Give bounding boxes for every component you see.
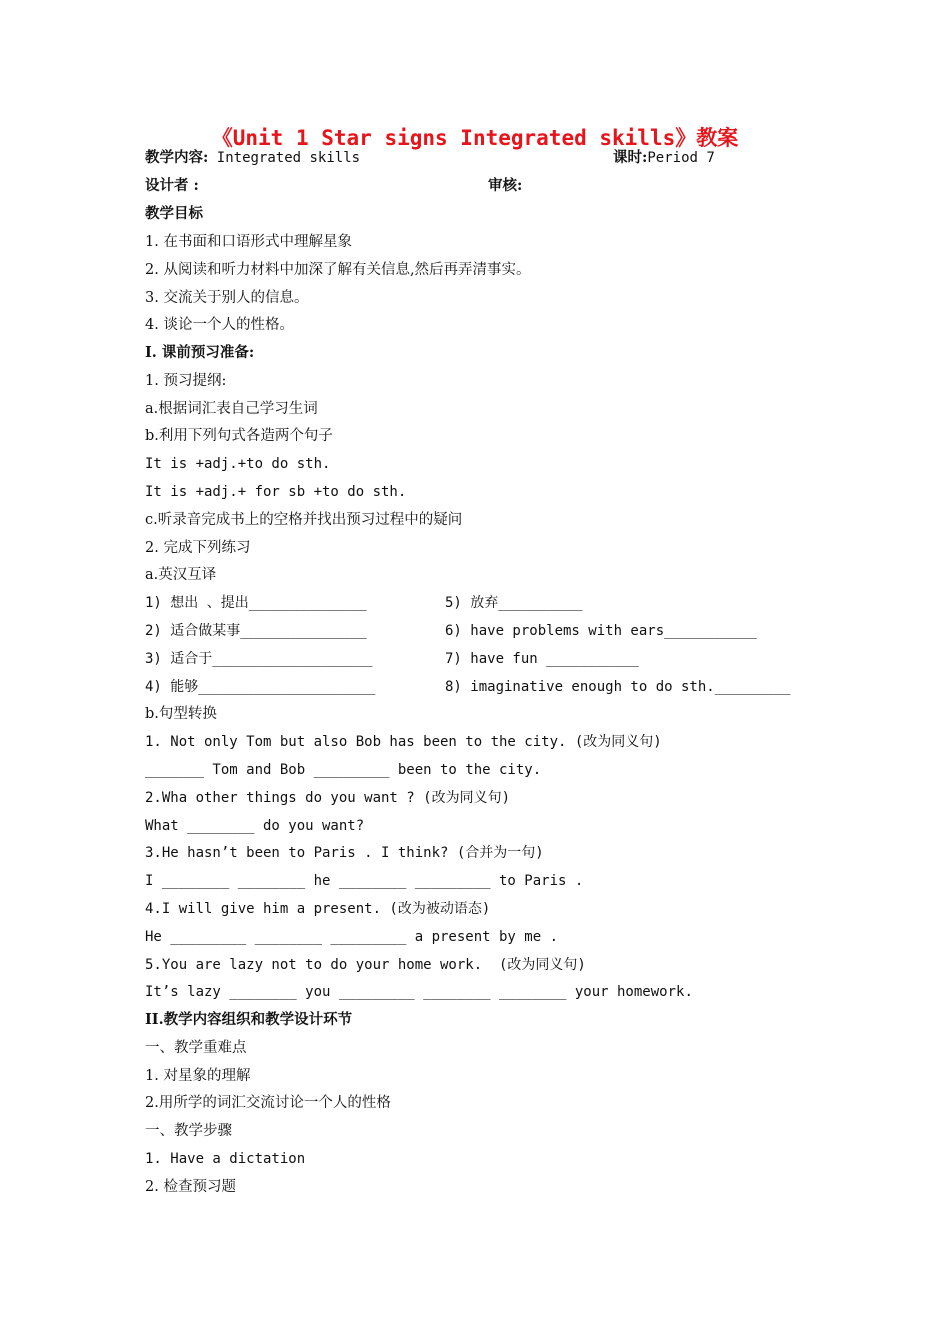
sentence-line: 3.He hasn’t been to Paris . I think? (合并为一句)	[145, 845, 544, 861]
objective-item: 4. 谈论一个人的性格。	[145, 317, 294, 333]
section2-heading: II.教学内容组织和教学设计环节	[145, 1011, 353, 1028]
sentence-line: 1. Not only Tom but also Bob has been to the city. (改为同义句)	[145, 734, 662, 750]
step-item: 1. Have a dictation	[145, 1151, 306, 1167]
pattern-1: It is +adj.+to do sth.	[145, 456, 331, 472]
sentence-line: What ________ do you want?	[145, 818, 365, 834]
objective-item: 1. 在书面和口语形式中理解星象	[145, 234, 352, 250]
content-value: Integrated skills	[208, 150, 361, 166]
objectives-heading: 教学目标	[145, 205, 203, 222]
content-label: 教学内容:	[145, 149, 209, 166]
sentence-line: 5.You are lazy not to do your home work. (改为同义句)	[145, 957, 586, 973]
outline-label: 1. 预习提纲:	[145, 373, 227, 389]
period-row	[613, 148, 715, 168]
review-label: 审核:	[488, 177, 523, 194]
exercise-label: 2. 完成下列练习	[145, 540, 251, 556]
translate-item: 4) 能够_____________________	[145, 679, 376, 695]
objective-item: 2. 从阅读和听力材料中加深了解有关信息,然后再弄清事实。	[145, 262, 531, 278]
section1-heading: I. 课前预习准备:	[145, 344, 255, 361]
document-title: 《Unit 1 Star signs Integrated skills》教案	[211, 126, 739, 150]
transform-label: b.句型转换	[145, 706, 217, 722]
steps-heading: 一、教学步骤	[145, 1123, 232, 1139]
sentence-line: _______ Tom and Bob _________ been to the city.	[145, 762, 542, 778]
translate-item: 7) have fun ___________	[445, 651, 639, 667]
pattern-2: It is +adj.+ for sb +to do sth.	[145, 484, 407, 500]
key-item: 1. 对星象的理解	[145, 1068, 251, 1084]
period-value: Period 7	[647, 150, 715, 166]
translate-label: a.英汉互译	[145, 567, 217, 583]
translate-item: 6) have problems with ears___________	[445, 623, 757, 639]
designer-label: 设计者 :	[145, 177, 199, 194]
sentence-line: 2.Wha other things do you want ? (改为同义句)	[145, 790, 511, 806]
translate-item: 5) 放弃__________	[445, 595, 583, 611]
objective-item: 3. 交流关于别人的信息。	[145, 290, 309, 306]
outline-item-a: a.根据词汇表自己学习生词	[145, 401, 318, 417]
sentence-line: He _________ ________ _________ a present by me .	[145, 929, 559, 945]
key-heading: 一、教学重难点	[145, 1040, 247, 1056]
translate-item: 3) 适合于___________________	[145, 651, 373, 667]
period-label: 课时:	[613, 149, 648, 166]
step-item: 2. 检查预习题	[145, 1179, 236, 1195]
translate-item: 2) 适合做某事_______________	[145, 623, 367, 639]
sentence-line: I ________ ________ he ________ _________ to Paris .	[145, 873, 584, 889]
sentence-line: 4.I will give him a present. (改为被动语态)	[145, 901, 491, 917]
outline-item-b: b.利用下列句式各造两个句子	[145, 428, 333, 444]
content-row	[145, 148, 360, 168]
translate-item: 8) imaginative enough to do sth._________	[445, 679, 791, 695]
outline-item-c: c.听录音完成书上的空格并找出预习过程中的疑问	[145, 512, 463, 528]
key-item: 2.用所学的词汇交流讨论一个人的性格	[145, 1095, 391, 1111]
translate-item: 1) 想出 、提出______________	[145, 595, 367, 611]
sentence-line: It’s lazy ________ you _________ ________ ________ your homework.	[145, 984, 693, 1000]
